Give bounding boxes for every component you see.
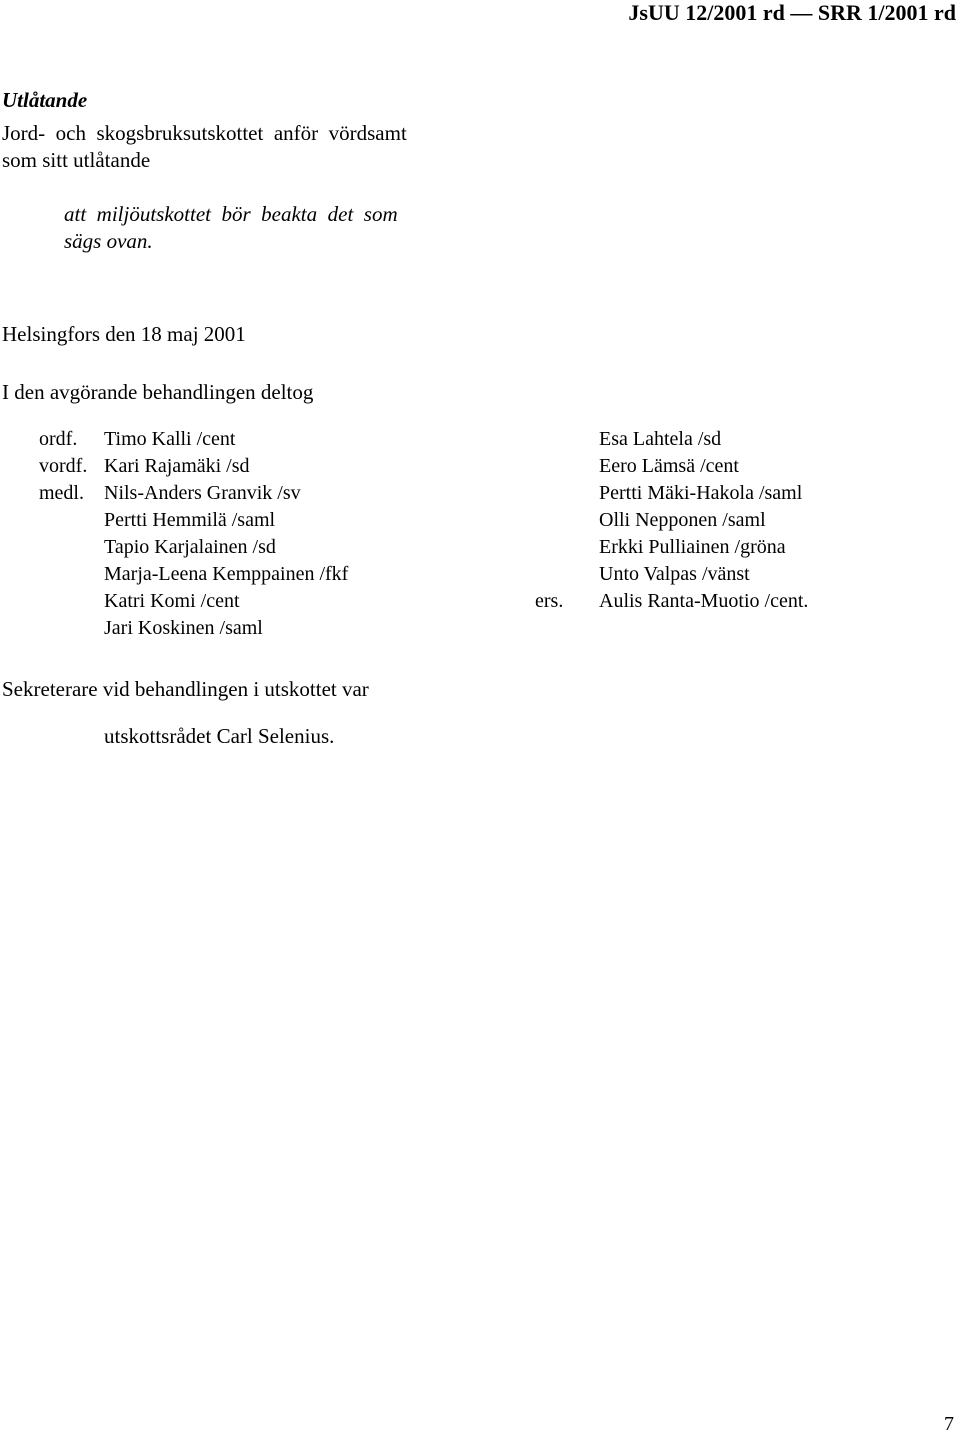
participants-intro: I den avgörande behandlingen deltog <box>2 380 314 404</box>
substitute-name: Aulis Ranta-Muotio /cent. <box>599 590 809 612</box>
member-right: Eero Lämsä /cent <box>599 455 739 477</box>
chair-label: ordf. <box>39 428 78 450</box>
member-left: Jari Koskinen /saml <box>104 617 263 639</box>
statement-heading: Utlåtande <box>2 88 88 112</box>
member-right: Erkki Pulliainen /gröna <box>599 536 786 558</box>
statement-intro-line-1: Jord- och skogsbruksutskottet anför vördsamt <box>2 121 407 145</box>
secretary-intro: Sekreterare vid behandlingen i utskottet var <box>2 677 369 701</box>
members-label: medl. <box>39 482 84 504</box>
proposal-line-2: sägs ovan. <box>64 229 153 253</box>
chair-name: Timo Kalli /cent <box>104 428 236 450</box>
page-number: 7 <box>944 1413 954 1435</box>
member-left: Marja-Leena Kemppainen /fkf <box>104 563 349 585</box>
statement-intro-line-2: som sitt utlåtande <box>2 148 151 172</box>
date-line: Helsingfors den 18 maj 2001 <box>2 322 246 346</box>
secretary-name: utskottsrådet Carl Selenius. <box>104 724 335 748</box>
substitute-label: ers. <box>535 590 564 612</box>
member-right: Esa Lahtela /sd <box>599 428 722 450</box>
document-reference: JsUU 12/2001 rd — SRR 1/2001 rd <box>628 0 956 25</box>
vice-chair-name: Kari Rajamäki /sd <box>104 455 250 477</box>
member-left: Tapio Karjalainen /sd <box>104 536 276 558</box>
member-right: Olli Nepponen /saml <box>599 509 766 531</box>
member-left: Pertti Hemmilä /saml <box>104 509 276 531</box>
member-right: Unto Valpas /vänst <box>599 563 750 585</box>
vice-chair-label: vordf. <box>39 455 88 477</box>
proposal-line-1: att miljöutskottet bör beakta det som <box>64 202 398 226</box>
member-left: Nils-Anders Granvik /sv <box>104 482 301 504</box>
member-left: Katri Komi /cent <box>104 590 240 612</box>
member-right: Pertti Mäki-Hakola /saml <box>599 482 803 504</box>
